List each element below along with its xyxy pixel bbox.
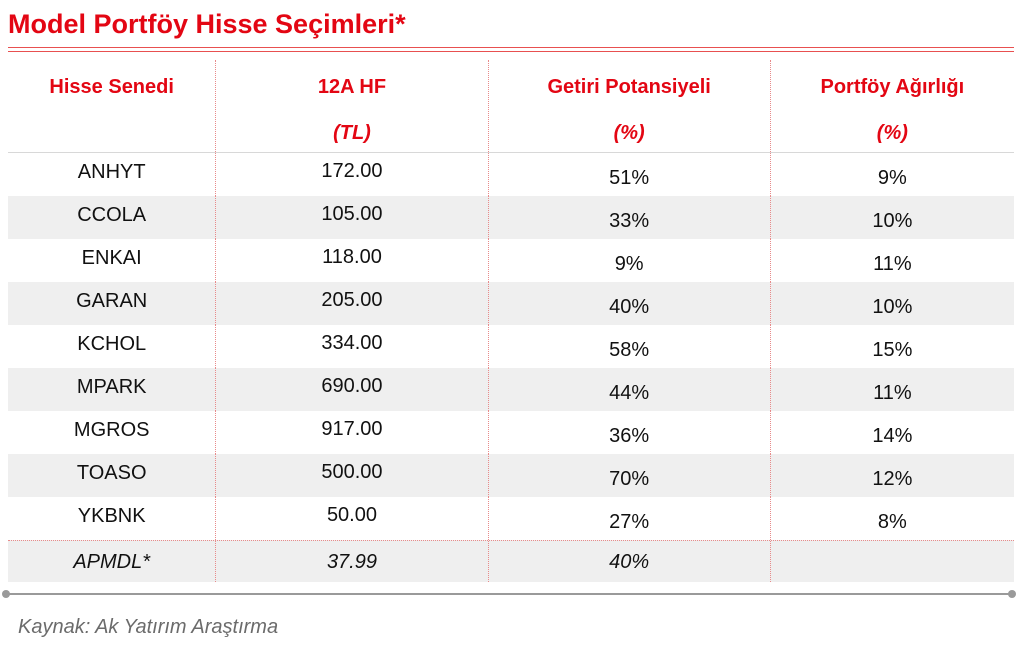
target-price: 205.00 (216, 282, 488, 325)
stock-name: MPARK (8, 368, 216, 411)
table-row (8, 411, 1014, 454)
title-underline-top (8, 47, 1014, 48)
table-row (8, 368, 1014, 411)
header-stock (8, 60, 216, 152)
return-potential: 44% (489, 368, 771, 411)
target-price: 172.00 (216, 153, 488, 196)
table-row (8, 239, 1014, 282)
target-price: 917.00 (216, 411, 488, 454)
portfolio-weight: 11% (873, 253, 912, 275)
return-potential: 51% (489, 153, 771, 196)
portfolio-weight: 15% (872, 339, 913, 361)
header-portfolio-weight-unit: (%) (876, 122, 908, 144)
table-row (8, 196, 1014, 239)
portfolio-weight: 9% (877, 167, 907, 189)
header-return-potential-label: Getiri Potansiyeli (547, 76, 711, 98)
return-potential: 40% (489, 282, 771, 325)
header-stock-label: Hisse Senedi (49, 76, 174, 98)
stock-name: MGROS (8, 411, 216, 454)
table-header (8, 60, 1014, 153)
stock-name: ENKAI (8, 239, 216, 282)
summary-price: 37.99 (216, 541, 488, 582)
stock-name: TOASO (8, 454, 216, 497)
return-potential: 58% (489, 325, 771, 368)
portfolio-weight: 12% (872, 468, 913, 490)
summary-name: APMDL* (8, 541, 216, 582)
header-target-price-unit: (TL) (333, 122, 371, 144)
header-return-potential-unit: (%) (613, 122, 645, 144)
header-target-price-label: 12A HF (317, 76, 387, 98)
portfolio-weight: 10% (872, 296, 913, 318)
table-row (8, 325, 1014, 368)
table-row (8, 282, 1014, 325)
return-potential: 36% (489, 411, 771, 454)
header-target-price (216, 60, 488, 152)
return-potential: 9% (489, 239, 771, 282)
target-price: 50.00 (216, 497, 488, 540)
stock-name: KCHOL (8, 325, 216, 368)
source-note: Kaynak: Ak Yatırım Araştırma (18, 616, 279, 638)
table-row (8, 454, 1014, 497)
table-row (8, 153, 1014, 196)
portfolio-weight: 8% (877, 511, 907, 533)
portfolio-weight: 11% (873, 382, 912, 404)
page-title: Model Portföy Hisse Seçimleri* (8, 9, 406, 39)
portfolio-table (8, 60, 1014, 582)
return-potential: 27% (489, 497, 771, 540)
return-potential: 33% (489, 196, 771, 239)
summary-weight (771, 541, 1014, 582)
target-price: 334.00 (216, 325, 488, 368)
summary-row (8, 540, 1014, 582)
header-portfolio-weight (771, 60, 1014, 152)
header-portfolio-weight-label: Portföy Ağırlığı (820, 76, 965, 98)
title-underline-bottom (8, 51, 1014, 52)
target-price: 690.00 (216, 368, 488, 411)
return-potential: 70% (489, 454, 771, 497)
header-return-potential (489, 60, 771, 152)
target-price: 118.00 (216, 239, 488, 282)
stock-name: YKBNK (8, 497, 216, 540)
table-row (8, 497, 1014, 540)
stock-name: GARAN (8, 282, 216, 325)
summary-potential: 40% (489, 541, 771, 582)
table-bottom-rule (6, 593, 1012, 595)
stock-name: CCOLA (8, 196, 216, 239)
portfolio-weight: 10% (872, 210, 913, 232)
target-price: 500.00 (216, 454, 488, 497)
portfolio-weight: 14% (872, 425, 913, 447)
target-price: 105.00 (216, 196, 488, 239)
stock-name: ANHYT (8, 153, 216, 196)
